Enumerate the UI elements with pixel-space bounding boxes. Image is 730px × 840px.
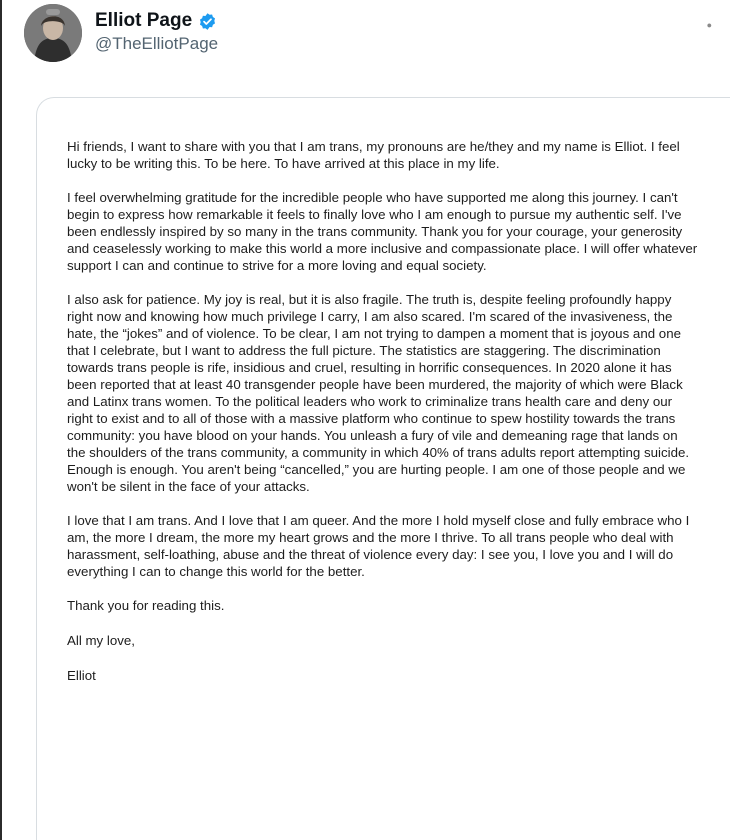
- letter-text: [67, 138, 699, 702]
- letter-paragraph: I feel overwhelming gratitude for the incredible people who have supported me along this journey. I can't begin to express how remarkable it feels to finally love who I am enough to pursue my authentic self. I've been endlessly inspired by so many in the trans community. Thank you for your courage, your generosity and ceaselessly working to make this world a more inclusive and compassionate place. I will offer whatever support I can and continue to strive for a more loving and equal society.: [67, 190, 698, 273]
- letter-thanks: Thank you for reading this.: [67, 598, 225, 613]
- letter-signature: Elliot: [67, 668, 96, 683]
- display-name-row: [95, 10, 218, 32]
- letter-paragraph: I love that I am trans. And I love that I am queer. And the more I hold myself close and fully embrace who I am, the more I dream, the more my heart grows and the more I thrive. To all trans people who deal with harassment, self-loathing, abuse and the threat of violence every day: I see you, I love you and I will do everything I can to change this world for the better.: [67, 513, 690, 579]
- display-name[interactable]: Elliot Page: [95, 10, 193, 31]
- verified-badge-icon: [198, 12, 217, 31]
- avatar-portrait-icon: [24, 4, 82, 62]
- letter-paragraph: I also ask for patience. My joy is real, but it is also fragile. The truth is, despite feeling profoundly happy right now and knowing how much privilege I carry, I am also scared. I'm scared of the invasiveness, the hate, the “jokes” and of violence. To be clear, I am not trying to dampen a moment that is joyous and one that I celebrate, but I want to address the full picture. The statistics are staggering. The discrimination towards trans people is rife, insidious and cruel, resulting in horrific consequences. In 2020 alone it has been reported that at least 40 transgender people have been murdered, the majority of which were Black and Latinx trans women. To the political leaders who work to criminalize trans health care and deny our right to exist and to all of those with a massive platform who continue to spew hostility towards the trans community: you have blood on your hands. You unleash a fury of vile and demeaning rage that lands on the shoulders of the trans community, a community in which 40% of trans adults report attempting suicide. Enough is enough. You aren't being “cancelled,” you are hurting people. I am one of those people and we won't be silent in the face of your attacks.: [67, 292, 690, 494]
- letter-image-card[interactable]: [36, 97, 730, 840]
- profile-avatar[interactable]: [24, 4, 82, 62]
- letter-paragraph: Hi friends, I want to share with you that I am trans, my pronouns are he/they and my name is Elliot. I feel lucky to be writing this. To be here. To have arrived at this place in my life.: [67, 139, 680, 171]
- letter-signoff: All my love,: [67, 633, 135, 648]
- author-info: [95, 10, 218, 54]
- user-handle[interactable]: @TheElliotPage: [95, 34, 219, 53]
- tweet-header: [24, 4, 724, 66]
- more-options-icon[interactable]: ●: [706, 20, 712, 30]
